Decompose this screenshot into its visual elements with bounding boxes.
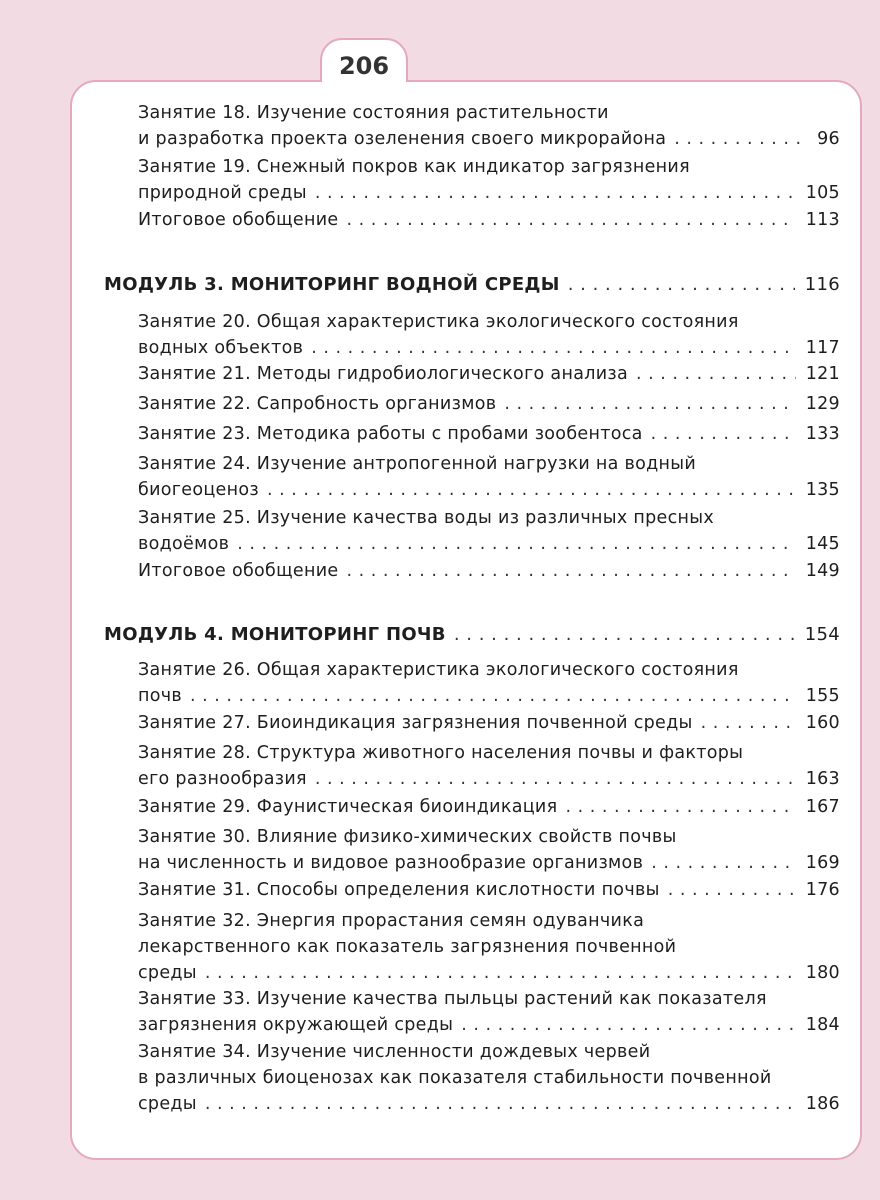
dot-leader: [237, 531, 795, 557]
toc-page-number: 145: [805, 534, 840, 554]
toc-entry-lesson-32[interactable]: [138, 908, 840, 986]
toc-entry-lesson-26[interactable]: [138, 657, 840, 709]
dot-leader: [565, 794, 795, 820]
dot-leader: [205, 960, 796, 986]
toc-entry-lesson-28[interactable]: [138, 740, 840, 792]
dot-leader: [454, 622, 795, 648]
toc-entry-lesson-34[interactable]: [138, 1039, 840, 1117]
toc-entry-lesson-29[interactable]: [138, 794, 840, 820]
toc-entry-title: Занятие 33. Изучение качества пыльцы растений как показателя: [138, 989, 767, 1009]
toc-entry-title-end: и разработка проекта озеленения своего микрорайона: [138, 129, 667, 149]
toc-page-number: 117: [805, 338, 840, 358]
toc-entry-lesson-27[interactable]: [138, 710, 840, 736]
toc-page-number: 154: [804, 624, 840, 645]
toc-entry-title: Итоговое обобщение: [138, 210, 339, 230]
toc-entry-lesson-31[interactable]: [138, 877, 840, 903]
toc-page-number: 116: [804, 274, 840, 295]
toc-entry-title-end: водных объектов: [138, 338, 304, 358]
toc-page-number: 129: [805, 394, 840, 414]
toc-entry-title-end: среды: [138, 963, 197, 983]
dot-leader: [651, 421, 796, 447]
toc-entry-lesson-21[interactable]: [138, 361, 840, 387]
toc-entry-lesson-23[interactable]: [138, 421, 840, 447]
toc-entry-title-end: на численность и видовое разнообразие организмов: [138, 853, 644, 873]
toc-page-number: 135: [805, 480, 840, 500]
toc-page-number: 163: [805, 769, 840, 789]
toc-module-title: МОДУЛЬ 3. МОНИТОРИНГ ВОДНОЙ СРЕДЫ: [104, 274, 560, 295]
dot-leader: [636, 361, 796, 387]
toc-entry-title: Занятие 26. Общая характеристика экологического состояния: [138, 660, 739, 680]
toc-entry-summary-2[interactable]: [138, 207, 840, 233]
toc-entry-title: Занятие 22. Сапробность организмов: [138, 394, 497, 414]
toc-entry-title: Занятие 21. Методы гидробиологического анализа: [138, 364, 629, 384]
page-number: 206: [338, 52, 390, 80]
toc-entry-title: Занятие 24. Изучение антропогенной нагрузки на водный: [138, 454, 697, 474]
dot-leader: [190, 683, 796, 709]
toc-entry-title-end: биогеоценоз: [138, 480, 259, 500]
toc-page-number: 169: [805, 853, 840, 873]
toc-entry-title-cont: лекарственного как показатель загрязнения почвенной: [138, 937, 677, 957]
toc-entry-title: Итоговое обобщение: [138, 561, 339, 581]
toc-entry-title: Занятие 19. Снежный покров как индикатор загрязнения: [138, 157, 690, 177]
dot-leader: [205, 1091, 796, 1117]
toc-page-number: 113: [805, 210, 840, 230]
dot-leader: [346, 207, 795, 233]
toc-entry-title: Занятие 18. Изучение состояния растительности: [138, 103, 609, 123]
toc-entry-module-4[interactable]: [104, 622, 840, 648]
dot-leader: [668, 877, 796, 903]
dot-leader: [674, 126, 800, 152]
toc-entry-title: Занятие 25. Изучение качества воды из различных пресных: [138, 508, 715, 528]
toc-entry-lesson-24[interactable]: [138, 451, 840, 503]
toc-entry-lesson-22[interactable]: [138, 391, 840, 417]
dot-leader: [315, 766, 796, 792]
toc-entry-title-end: его разнообразия: [138, 769, 307, 789]
toc-entry-title-end: водоёмов: [138, 534, 230, 554]
toc-entry-summary-3[interactable]: [138, 558, 840, 584]
toc-page-number: 133: [805, 424, 840, 444]
dot-leader: [461, 1012, 795, 1038]
toc-entry-lesson-18[interactable]: [138, 100, 840, 152]
toc-entry-lesson-33[interactable]: [138, 986, 840, 1038]
toc-entry-title: Занятие 29. Фаунистическая биоиндикация: [138, 797, 558, 817]
dot-leader: [315, 180, 796, 206]
dot-leader: [568, 272, 795, 298]
toc-entry-title-end: загрязнения окружающей среды: [138, 1015, 454, 1035]
dot-leader: [504, 391, 795, 417]
toc-page-number: 121: [805, 364, 840, 384]
toc-entry-lesson-30[interactable]: [138, 824, 840, 876]
toc-page-number: 96: [817, 129, 840, 149]
toc-entry-title: Занятие 31. Способы определения кислотности почвы: [138, 880, 660, 900]
dot-leader: [651, 850, 796, 876]
toc-entry-title: Занятие 27. Биоиндикация загрязнения почвенной среды: [138, 713, 693, 733]
toc-entry-title: Занятие 20. Общая характеристика экологического состояния: [138, 312, 739, 332]
toc-entry-title: Занятие 28. Структура животного населения почвы и факторы: [138, 743, 744, 763]
toc-page-number: 160: [805, 713, 840, 733]
toc-entry-lesson-20[interactable]: [138, 309, 840, 361]
toc-page-number: 167: [805, 797, 840, 817]
toc-page-number: 176: [805, 880, 840, 900]
toc-entry-title: Занятие 34. Изучение численности дождевых червей: [138, 1042, 651, 1062]
toc-entry-lesson-19[interactable]: [138, 154, 840, 206]
toc-page-number: 149: [805, 561, 840, 581]
toc-entry-title-end: среды: [138, 1094, 197, 1114]
toc-page-number: 105: [805, 183, 840, 203]
toc-page-number: 155: [805, 686, 840, 706]
toc-entry-lesson-25[interactable]: [138, 505, 840, 557]
toc-page-number: 184: [805, 1015, 840, 1035]
dot-leader: [701, 710, 796, 736]
toc-page-number: 180: [805, 963, 840, 983]
dot-leader: [311, 335, 795, 361]
dot-leader: [346, 558, 795, 584]
toc-entry-title-cont: в различных биоценозах как показателя стабильности почвенной: [138, 1068, 772, 1088]
toc-page-number: 186: [805, 1094, 840, 1114]
toc-entry-title-end: природной среды: [138, 183, 307, 203]
toc-entry-title: Занятие 23. Методика работы с пробами зообентоса: [138, 424, 643, 444]
dot-leader: [267, 477, 796, 503]
toc-entry-title: Занятие 30. Влияние физико-химических свойств почвы: [138, 827, 677, 847]
toc-entry-module-3[interactable]: [104, 272, 840, 298]
toc-entry-title: Занятие 32. Энергия прорастания семян одуванчика: [138, 911, 645, 931]
toc-entry-title-end: почв: [138, 686, 183, 706]
toc-module-title: МОДУЛЬ 4. МОНИТОРИНГ ПОЧВ: [104, 624, 446, 645]
